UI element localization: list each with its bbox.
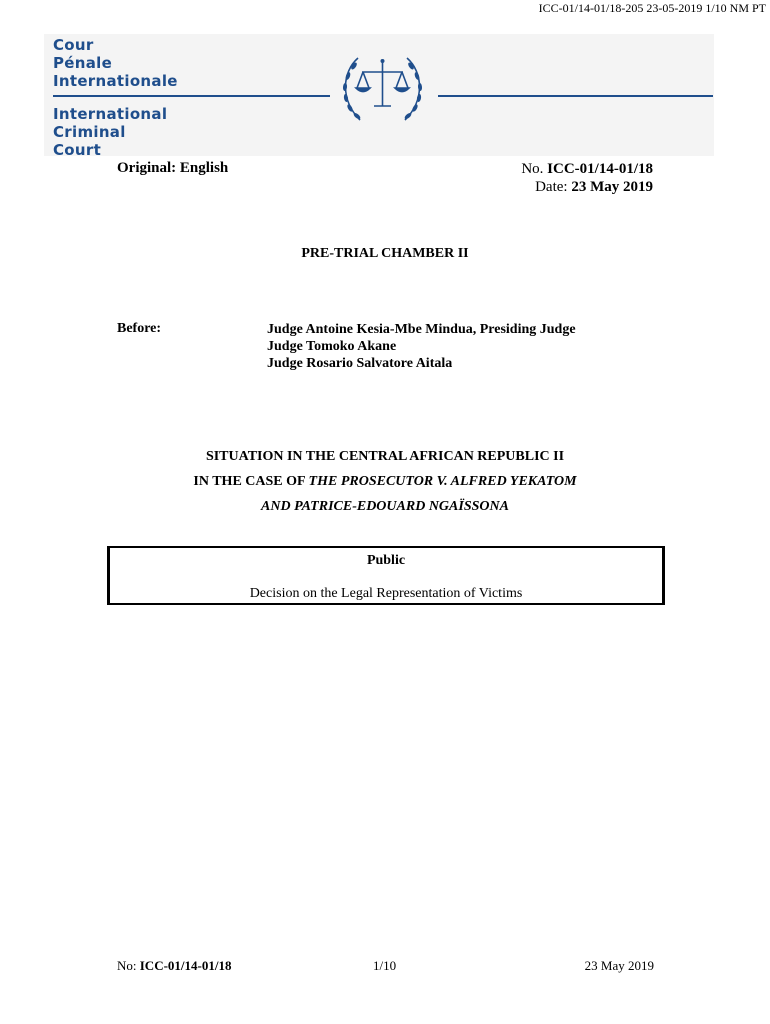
case-reference: [521, 160, 653, 196]
footer-case-no: [117, 958, 231, 974]
page-number: 1/10: [373, 958, 397, 973]
logo-divider-left: [53, 95, 330, 97]
logo-line: Pénale: [53, 54, 113, 72]
case-no: ICC-01/14-01/18: [547, 161, 653, 177]
case-no-label: No.: [521, 161, 544, 177]
logo-french-name: [53, 36, 178, 90]
case-parties-continued: AND PATRICE-EDOUARD NGAÏSSONA: [261, 499, 509, 514]
scales-of-justice-icon: [330, 48, 435, 130]
logo-line: International: [53, 105, 168, 123]
logo-line: Court: [53, 141, 102, 159]
judge-name: Judge Antoine Kesia-Mbe Mindua, Presiding Judge: [267, 322, 576, 337]
date: 23 May 2019: [571, 179, 653, 195]
chamber-title: PRE-TRIAL CHAMBER II: [301, 246, 469, 261]
logo-line: Internationale: [53, 72, 178, 90]
logo-divider-right: [438, 95, 713, 97]
judge-name: Judge Tomoko Akane: [267, 339, 397, 354]
document-stamp: ICC-01/14-01/18-205 23-05-2019 1/10 NM PT: [538, 1, 766, 15]
date-label: Date:: [535, 179, 568, 195]
original-language: Original: English: [117, 160, 229, 176]
judges-list: [267, 321, 576, 372]
footer-no: ICC-01/14-01/18: [139, 958, 232, 973]
before-label: Before:: [117, 321, 162, 336]
situation-title: [0, 444, 770, 519]
case-prefix: IN THE CASE OF: [193, 474, 306, 489]
footer-date: 23 May 2019: [584, 958, 654, 973]
logo-english-name: [53, 105, 167, 159]
logo-line: Cour: [53, 36, 94, 54]
document-title: Decision on the Legal Representation of Victims: [249, 586, 523, 601]
logo-line: Criminal: [53, 123, 126, 141]
footer-no-label: No:: [117, 958, 137, 973]
case-parties: THE PROSECUTOR V. ALFRED YEKATOM: [308, 474, 577, 489]
case-line: [0, 469, 770, 494]
judge-name: Judge Rosario Salvatore Aitala: [267, 356, 453, 371]
classification-label: Public: [366, 553, 406, 568]
classification-box: [107, 546, 665, 605]
situation-line: SITUATION IN THE CENTRAL AFRICAN REPUBLIC II: [205, 449, 565, 464]
